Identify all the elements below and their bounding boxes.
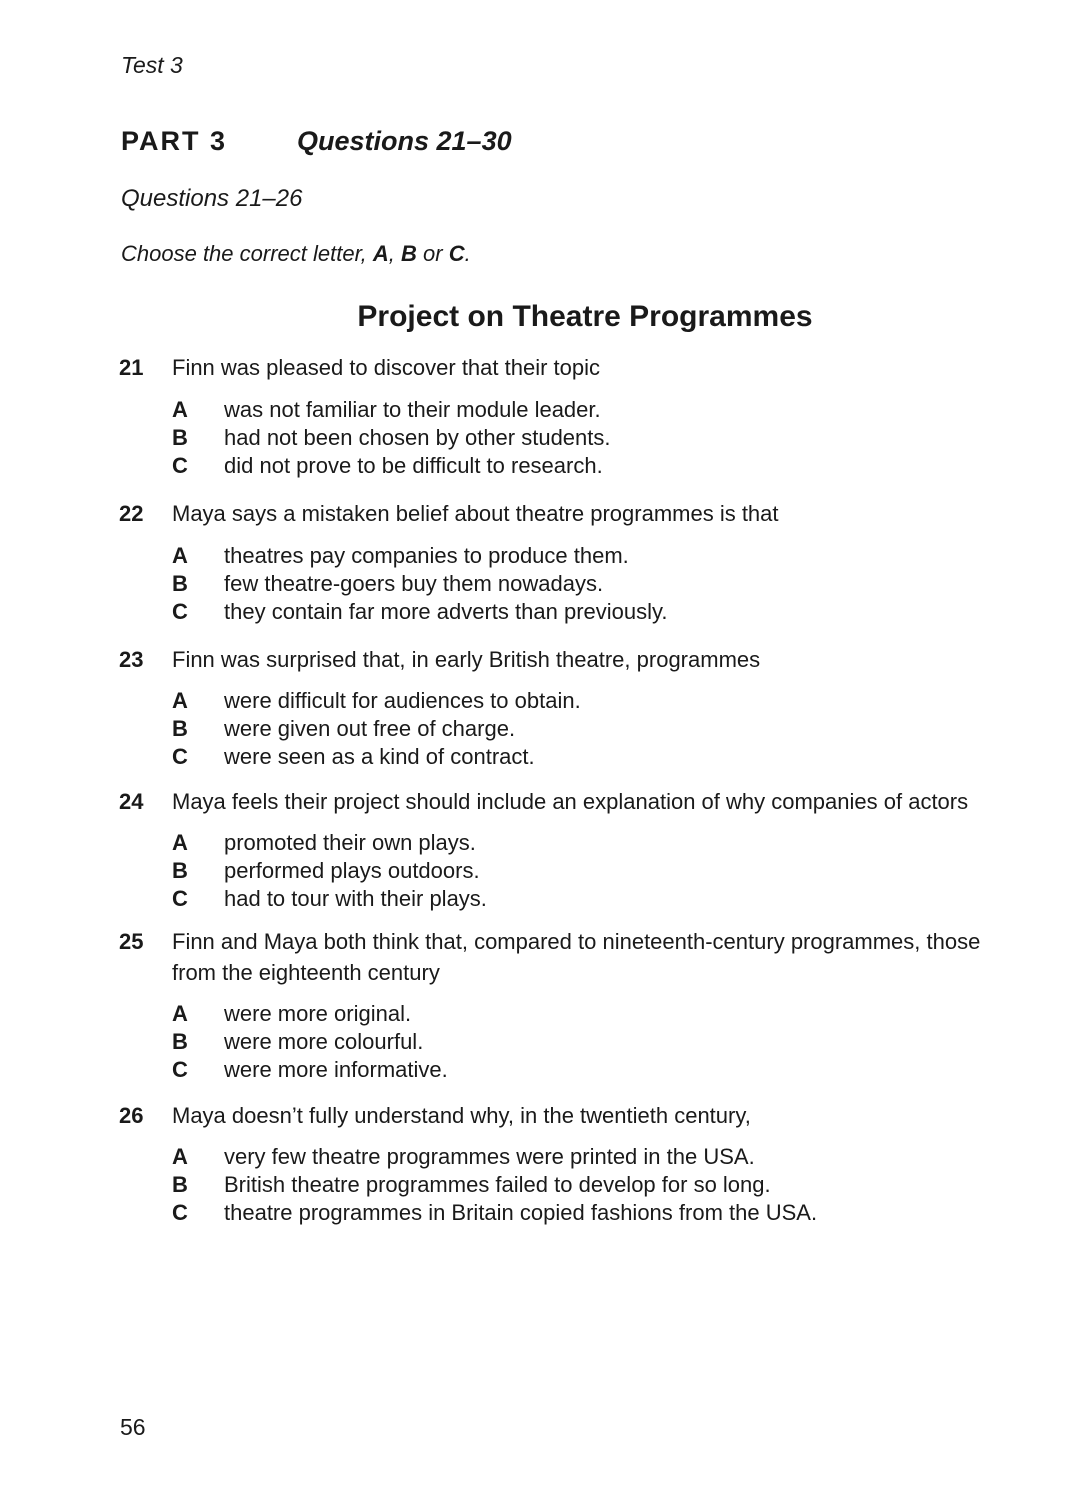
option-a[interactable] bbox=[0, 397, 1080, 425]
instruction-text: Choose the correct letter, bbox=[121, 241, 373, 266]
part-question-range: Questions 21–30 bbox=[297, 126, 512, 156]
option-text: few theatre-goers buy them nowadays. bbox=[224, 571, 604, 596]
option-text: theatre programmes in Britain copied fashions from the USA. bbox=[224, 1200, 818, 1225]
option-text: British theatre programmes failed to develop for so long. bbox=[224, 1172, 771, 1197]
option-b[interactable] bbox=[0, 716, 1080, 744]
option-c[interactable] bbox=[0, 1200, 1080, 1228]
option-text: theatres pay companies to produce them. bbox=[224, 543, 629, 568]
option-text: performed plays outdoors. bbox=[224, 858, 480, 883]
instruction-sep: , bbox=[388, 241, 402, 266]
question-number: 24 bbox=[119, 789, 144, 814]
option-letter: A bbox=[172, 1144, 188, 1169]
question-stem: Finn was pleased to discover that their topic bbox=[172, 355, 601, 380]
option-letter: B bbox=[172, 716, 188, 741]
question-stem: Finn and Maya both think that, compared to nineteenth-century programmes, those from the eighteenth century bbox=[172, 929, 981, 985]
option-a[interactable] bbox=[0, 830, 1080, 858]
option-text: were given out free of charge. bbox=[224, 716, 516, 741]
option-a[interactable] bbox=[0, 1144, 1080, 1172]
option-c[interactable] bbox=[0, 1057, 1080, 1085]
option-text: very few theatre programmes were printed in the USA. bbox=[224, 1144, 755, 1169]
option-letter: A bbox=[172, 397, 188, 422]
option-b[interactable] bbox=[0, 571, 1080, 599]
part-heading: PART 3 bbox=[121, 126, 228, 156]
page-number: 56 bbox=[120, 1414, 146, 1440]
option-text: had to tour with their plays. bbox=[224, 886, 487, 911]
option-b[interactable] bbox=[0, 1172, 1080, 1200]
option-text: promoted their own plays. bbox=[224, 830, 476, 855]
option-letter: B bbox=[172, 858, 188, 883]
question-number: 23 bbox=[119, 647, 144, 672]
option-letter: C bbox=[172, 1057, 188, 1082]
option-letter: B bbox=[172, 1172, 188, 1197]
option-a[interactable] bbox=[0, 688, 1080, 716]
option-c[interactable] bbox=[0, 453, 1080, 481]
option-c[interactable] bbox=[0, 886, 1080, 914]
option-c[interactable] bbox=[0, 599, 1080, 627]
option-text: were more colourful. bbox=[224, 1029, 424, 1054]
option-a[interactable] bbox=[0, 1001, 1080, 1029]
section-subheading: Questions 21–26 bbox=[121, 185, 303, 212]
instruction-letter-b: B bbox=[401, 241, 417, 266]
question-number: 21 bbox=[119, 355, 144, 380]
running-header: Test 3 bbox=[121, 52, 183, 78]
option-text: were more informative. bbox=[224, 1057, 448, 1082]
question-number: 26 bbox=[119, 1103, 144, 1128]
option-letter: B bbox=[172, 425, 188, 450]
question-stem: Maya doesn’t fully understand why, in the twentieth century, bbox=[172, 1103, 751, 1128]
option-text: were difficult for audiences to obtain. bbox=[224, 688, 581, 713]
instruction-letter-a: A bbox=[372, 241, 389, 266]
instruction-end: . bbox=[464, 241, 471, 266]
question-stem: Maya says a mistaken belief about theatre programmes is that bbox=[172, 501, 779, 526]
option-text: was not familiar to their module leader. bbox=[224, 397, 601, 422]
option-letter: C bbox=[172, 886, 188, 911]
option-b[interactable] bbox=[0, 858, 1080, 886]
option-letter: B bbox=[172, 571, 188, 596]
section-title: Project on Theatre Programmes bbox=[357, 300, 813, 333]
option-letter: C bbox=[172, 1200, 188, 1225]
instruction-or: or bbox=[416, 241, 449, 266]
option-letter: C bbox=[172, 744, 188, 769]
question-stem: Finn was surprised that, in early British theatre, programmes bbox=[172, 647, 761, 672]
option-b[interactable] bbox=[0, 1029, 1080, 1057]
option-letter: A bbox=[172, 688, 188, 713]
option-letter: C bbox=[172, 599, 188, 624]
option-text: were seen as a kind of contract. bbox=[224, 744, 535, 769]
option-text: were more original. bbox=[224, 1001, 412, 1026]
instruction-letter-c: C bbox=[448, 241, 465, 266]
question-number: 25 bbox=[119, 929, 144, 954]
option-c[interactable] bbox=[0, 744, 1080, 772]
option-letter: A bbox=[172, 543, 188, 568]
option-letter: A bbox=[172, 1001, 188, 1026]
option-text: did not prove to be difficult to research. bbox=[224, 453, 603, 478]
question-stem: Maya feels their project should include an explanation of why companies of actors bbox=[172, 789, 969, 814]
option-a[interactable] bbox=[0, 543, 1080, 571]
option-letter: B bbox=[172, 1029, 188, 1054]
option-text: had not been chosen by other students. bbox=[224, 425, 611, 450]
option-b[interactable] bbox=[0, 425, 1080, 453]
option-letter: C bbox=[172, 453, 188, 478]
question-number: 22 bbox=[119, 501, 144, 526]
instruction bbox=[121, 241, 471, 267]
option-letter: A bbox=[172, 830, 188, 855]
option-text: they contain far more adverts than previously. bbox=[224, 599, 668, 624]
